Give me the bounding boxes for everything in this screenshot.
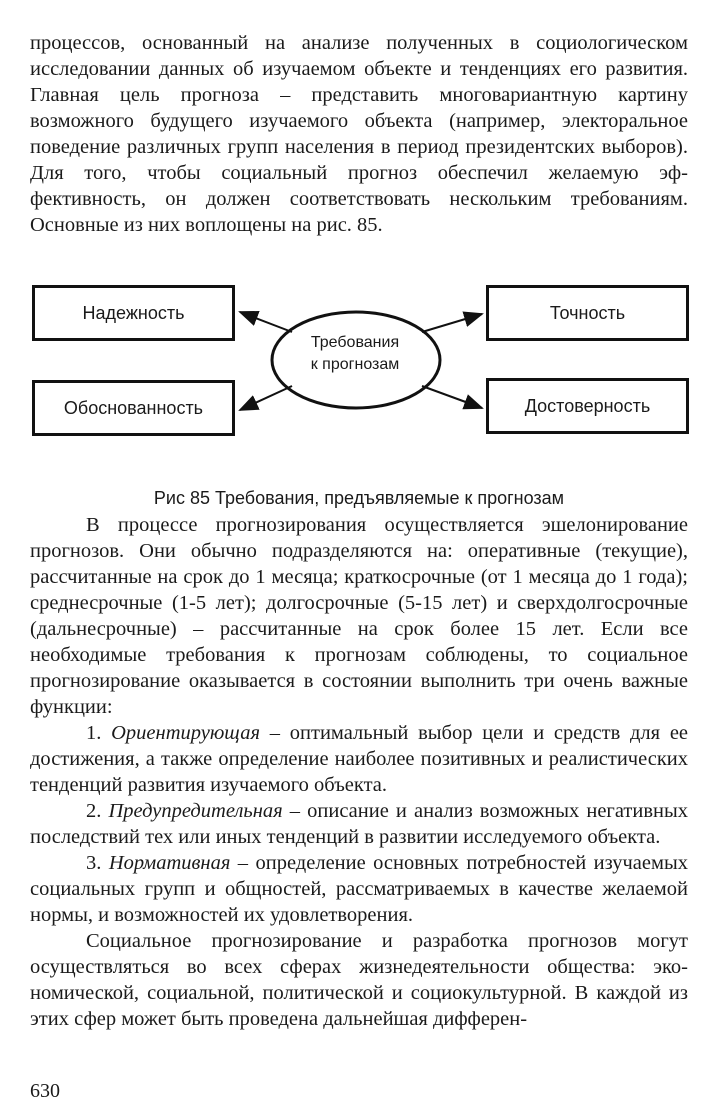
figure-85 — [30, 274, 688, 508]
item-number: 1. — [86, 722, 102, 744]
body-text — [30, 512, 688, 1032]
item-term: Нормативная — [108, 852, 231, 874]
item-term: Ориентирующая — [111, 722, 261, 744]
spheres-paragraph: Социальное прогнозирование и разработка прогнозов могут осуществляться во всех сферах жизнедеятельности общества: экономической, социальной, политической и социокультурной. В каждой из этих сфер может быть проведена дальнейшая дифферен- — [30, 930, 688, 1030]
center-label — [280, 332, 430, 376]
figure-caption: Рис 85 Требования, предъявляемые к прогнозам — [153, 488, 565, 508]
center-label-line2: к прогнозам — [310, 356, 400, 373]
intro-paragraph: процессов, основанный на анализе полученных в социологическом исследовании данных об изучаемом объекте и тенденциях его развития. Главная цель прогноза – представить многовариантную картину возможного будущего изучаемого объекта (например, электоральное поведение различных групп населения в период президентских выборов). Для того, чтобы социальный прогноз обеспечил желаемую эффективность, он должен соответствовать нескольким требованиям. Основные из них воплощены на рис. 85. — [30, 32, 688, 236]
function-item-3 — [30, 850, 688, 928]
box-dostovernost: Достоверность — [486, 378, 689, 434]
arrow-to-tochnost — [422, 314, 482, 332]
page-number: 630 — [30, 1080, 60, 1102]
center-label-line1: Требования — [310, 334, 400, 351]
function-item-1 — [30, 720, 688, 798]
item-number: 2. — [86, 800, 102, 822]
arrow-to-obosnovannost — [240, 386, 292, 410]
item-text: – оптимальный выбор цели и средств для ее достижения, а также определение наиболее позитивных и реалистических тенденций развития изучаемого объекта. — [30, 722, 689, 796]
box-obosnovannost: Обоснованность — [32, 380, 235, 436]
arrow-to-dostovernost — [422, 386, 482, 408]
box-nadezhnost: Надежность — [32, 285, 235, 341]
box-tochnost: Точность — [486, 285, 689, 341]
item-term: Предупредительная — [108, 800, 283, 822]
page — [30, 30, 689, 1030]
arrow-to-nadezhnost — [240, 312, 292, 332]
forecast-types-paragraph: В процессе прогнозирования осуществляется эшелонирование прогнозов. Они обычно подразделяются на: оперативные (текущие), рассчитанные на срок до 1 месяца; краткосрочные (от 1 месяца до 1 года); среднесрочные (1-5 лет); долгосрочные (5-15 лет) и сверхдолгосрочные (дальнесрочные) – рассчитанные на срок более 15 лет. Если все необходимые требования к прогнозам соблюдены, то социальное прогнозирование оказывается в состоянии выполнить три очень важные функции: — [30, 514, 688, 718]
function-item-2 — [30, 798, 688, 850]
item-number: 3. — [86, 852, 102, 874]
item-text: – определение основных потребностей изучаемых социальных групп и общностей, рассматриваемых в качестве желаемой нормы, и возможностей их удовлетворения. — [30, 852, 689, 926]
item-text: – описание и анализ возможных негативных последствий тех или иных тенденций в развитии исследуемого объекта. — [30, 800, 689, 848]
